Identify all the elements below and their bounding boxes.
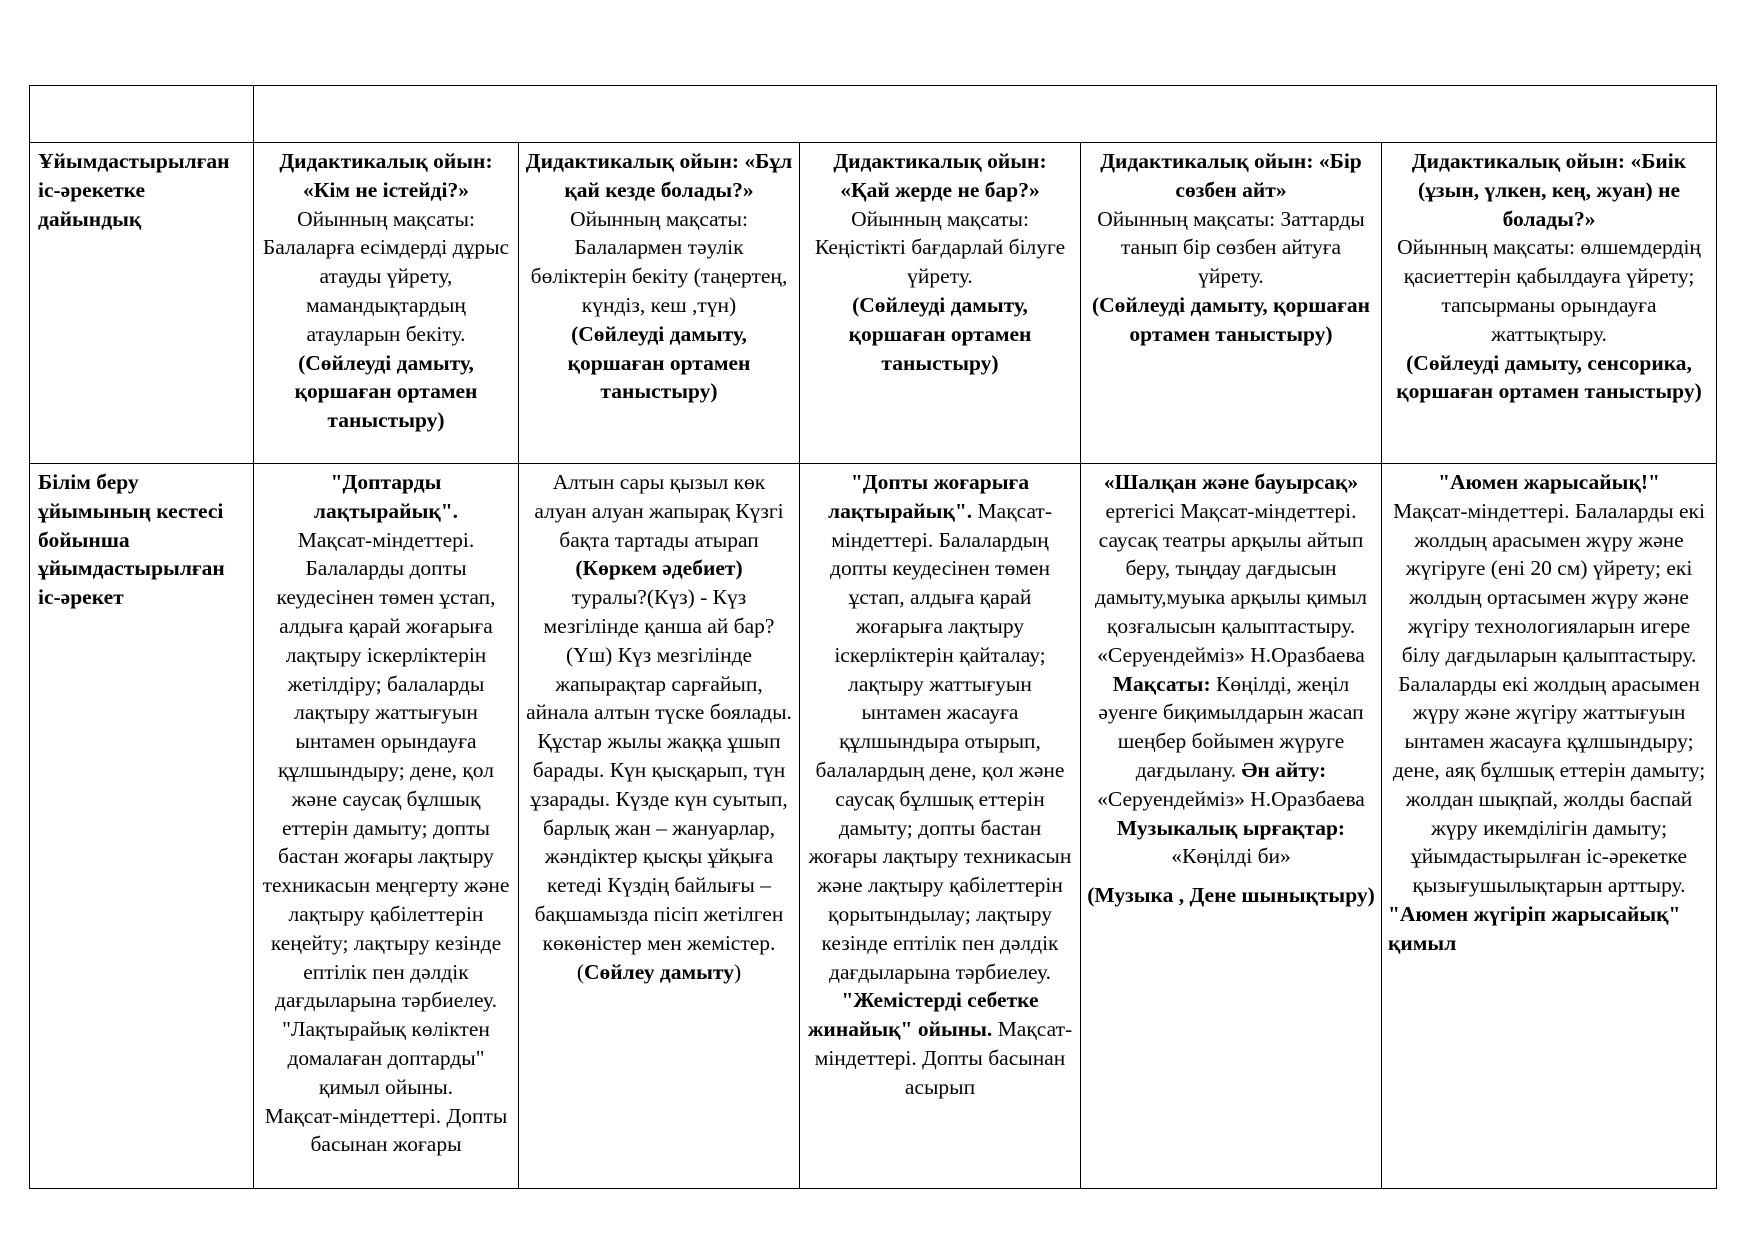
activity-text: Мақсат-міндеттері. Допты басынан асырып: [814, 1017, 1073, 1099]
activity-game: "Жемістерді себетке жинайық" ойыны.: [807, 988, 1039, 1042]
empty-header-cell: [30, 86, 254, 143]
game-area: (Сөйлеуді дамыту, қоршаған ортамен таныстыру): [848, 292, 1032, 375]
activity-song: «Серуендейміз» Н.Оразбаева: [1097, 642, 1365, 667]
game-title: Дидактикалық ойын: «Қай жерде не бар?»: [833, 149, 1047, 202]
activity-text: Көңілді, жеңіл әуенге биқимылдарын жасап шеңбер бойымен жүруге дағдылану.: [1098, 671, 1364, 782]
game-area: (Сөйлеуді дамыту, сенсорика, қоршаған ортамен таныстыру): [1396, 350, 1702, 404]
activity-text: Мақсат-міндеттері. Балаларды допты кеудесінен төмен ұстап, алдыға қарай жоғарыға лақтыру іскерліктерін жетілдіру; балаларды лақтыру жаттығуын ынтамен орындауға құлшындыру; дене, қол және саусақ бұлшық еттерін дамыту; допты бастан жоғары лақтыру техникасын меңгерту және лақтыру қабілеттерін кеңейту; лақтыру кезінде ептілік пен дәлдік дағдыларына тәрбиелеу.: [262, 527, 510, 1013]
empty-header-row: [30, 86, 1717, 143]
activity-text: Мақсат-міндеттері. Балалардың допты кеудесінен төмен ұстап, алдыға қарай жоғарыға лақтыру іскерліктерін қайталау; лақтыру жаттығуын ынтамен жасауға құлшындыра отырып, балалардың дене, қол және саусақ бұлшық еттерін дамыту; допты бастан жоғары лақтыру техникасын және лақтыру қабілеттерін қорытындылау; лақтыру кезінде ептілік пен дәлдік дағдыларына тәрбиелеу.: [808, 498, 1072, 984]
activity-game: "Лақтырайық көліктен домалаған доптарды" қимыл ойыны.: [282, 1017, 490, 1099]
game-cell-4: [1081, 143, 1382, 464]
empty-header-span-cell: [254, 86, 1717, 143]
game-area: (Сөйлеуді дамыту, қоршаған ортамен таныстыру): [567, 321, 751, 404]
activity-poem: Алтын сары қызыл көк алуан алуан жапырақ Күзгі бақта тартады атырап: [534, 470, 784, 552]
activity-area: (Музыка , Дене шынықтыру): [1087, 883, 1375, 908]
game-title: Дидактикалық ойын: «Кім не істейді?»: [279, 149, 493, 202]
activity-cell-2: [519, 464, 800, 1189]
activity-cell-4: [1081, 464, 1382, 1189]
game-area: (Сөйлеуді дамыту, қоршаған ортамен таныстыру): [1091, 292, 1371, 346]
activity-text: ертегісі Мақсат-міндеттері. саусақ театры арқылы айтып беру, тыңдау дағдысын дамыту,муыка арқылы қимыл қозғалысын қалыптастыру.: [1095, 498, 1367, 638]
goal-label: Мақсаты:: [1112, 671, 1211, 696]
activity-title: «Шалқан және бауырсақ»: [1103, 470, 1359, 494]
activity-text: Мақсат-міндеттері. Балаларды екі жолдың арасымен жүру және жүгіруге (ені 20 см) үйрету; екі жолдың ортасымен жүру және жүгіру технологияларын игере білу дағдыларын қалыптастыру. Балаларды екі жолдың арасымен жүру және жүгіру жаттығуын ынтамен жасауға құлшындыру; дене, аяқ бұлшық еттерін дамыту; жолдан шықпай, жолды баспай жүру икемділігін дамыту; ұйымдастырылған іс-әрекетке қызығушылықтарын арттыру.: [1392, 498, 1706, 898]
sing-label: Ән айту:: [1241, 757, 1327, 782]
activity-area: (Көркем әдебиет): [575, 556, 743, 581]
game-title: Дидактикалық ойын: «Бір сөзбен айт»: [1100, 149, 1362, 202]
activity-cell-3: [800, 464, 1081, 1189]
game-cell-5: [1382, 143, 1717, 464]
game-cell-1: [254, 143, 519, 464]
music-label: Музыкалық ырғақтар:: [1116, 815, 1346, 840]
game-title: Дидактикалық ойын: «Биік (ұзын, үлкен, кең, жуан) не болады?»: [1411, 149, 1687, 231]
game-goal: Ойынның мақсаты: Кеңістікті бағдарлай білуге үйрету.: [814, 206, 1066, 289]
activity-music: «Көңілді би»: [1171, 844, 1291, 869]
activity-row: [30, 464, 1717, 1189]
game-goal: Ойынның мақсаты: Заттарды танып бір сөзбен айтуға үйрету.: [1097, 206, 1365, 289]
activity-title: "Доптарды лақтырайық".: [313, 470, 459, 523]
prep-row-label: Ұйымдастырылған іс-әрекетке дайындық: [30, 143, 254, 464]
game-goal: Ойынның мақсаты: өлшемдердің қасиеттерін қабылдауға үйрету; тапсырманы орындауға жаттықтыру.: [1397, 235, 1701, 346]
activity-text-end: ): [733, 959, 742, 984]
activity-game: "Аюмен жүгіріп жарысайық" қимыл: [1388, 901, 1681, 955]
game-title: Дидактикалық ойын: «Бұл қай кезде болады?»: [525, 149, 793, 202]
activity-text: туралы?(Күз) - Күз мезгілінде қанша ай бар?(Үш) Күз мезгілінде жапырақтар сарғайып, айнала алтын түске боялады. Құстар жылы жаққа ұшып барады. Күн қысқарып, түн ұзарады. Күзде күн суытып, барлық жан – жануарлар, жәндіктер қысқы ұйқыға кетеді Күздің байлығы – бақшамызда пісіп жетілген көкөністер мен жемістер. (: [526, 585, 792, 984]
activity-row-label: Білім беру ұйымының кестесі бойынша ұйымдастырылған іс-әрекет: [30, 464, 254, 1189]
schedule-table: [29, 85, 1717, 1189]
game-area: (Сөйлеуді дамыту, қоршаған ортамен таныстыру): [294, 350, 478, 433]
prep-row: [30, 143, 1717, 464]
game-goal: Ойынның мақсаты: Балалармен тәулік бөліктерін бекіту (таңертең, күндіз, кеш ,түн): [530, 206, 788, 317]
game-goal: Ойынның мақсаты: Балаларға есімдерді дұрыс атауды үйрету, мамандықтардың атауларын бекіту.: [262, 206, 510, 346]
activity-song: «Серуендейміз» Н.Оразбаева: [1097, 786, 1365, 811]
activity-text: Мақсат-міндеттері. Допты басынан жоғары: [264, 1103, 508, 1157]
activity-title: "Аюмен жарысайық!": [1438, 470, 1660, 494]
activity-cell-5: [1382, 464, 1717, 1189]
game-cell-2: [519, 143, 800, 464]
activity-area: Сөйлеу дамыту: [584, 959, 734, 984]
game-cell-3: [800, 143, 1081, 464]
activity-title: "Допты жоғарыға лақтырайық".: [828, 470, 1030, 523]
activity-cell-1: [254, 464, 519, 1189]
